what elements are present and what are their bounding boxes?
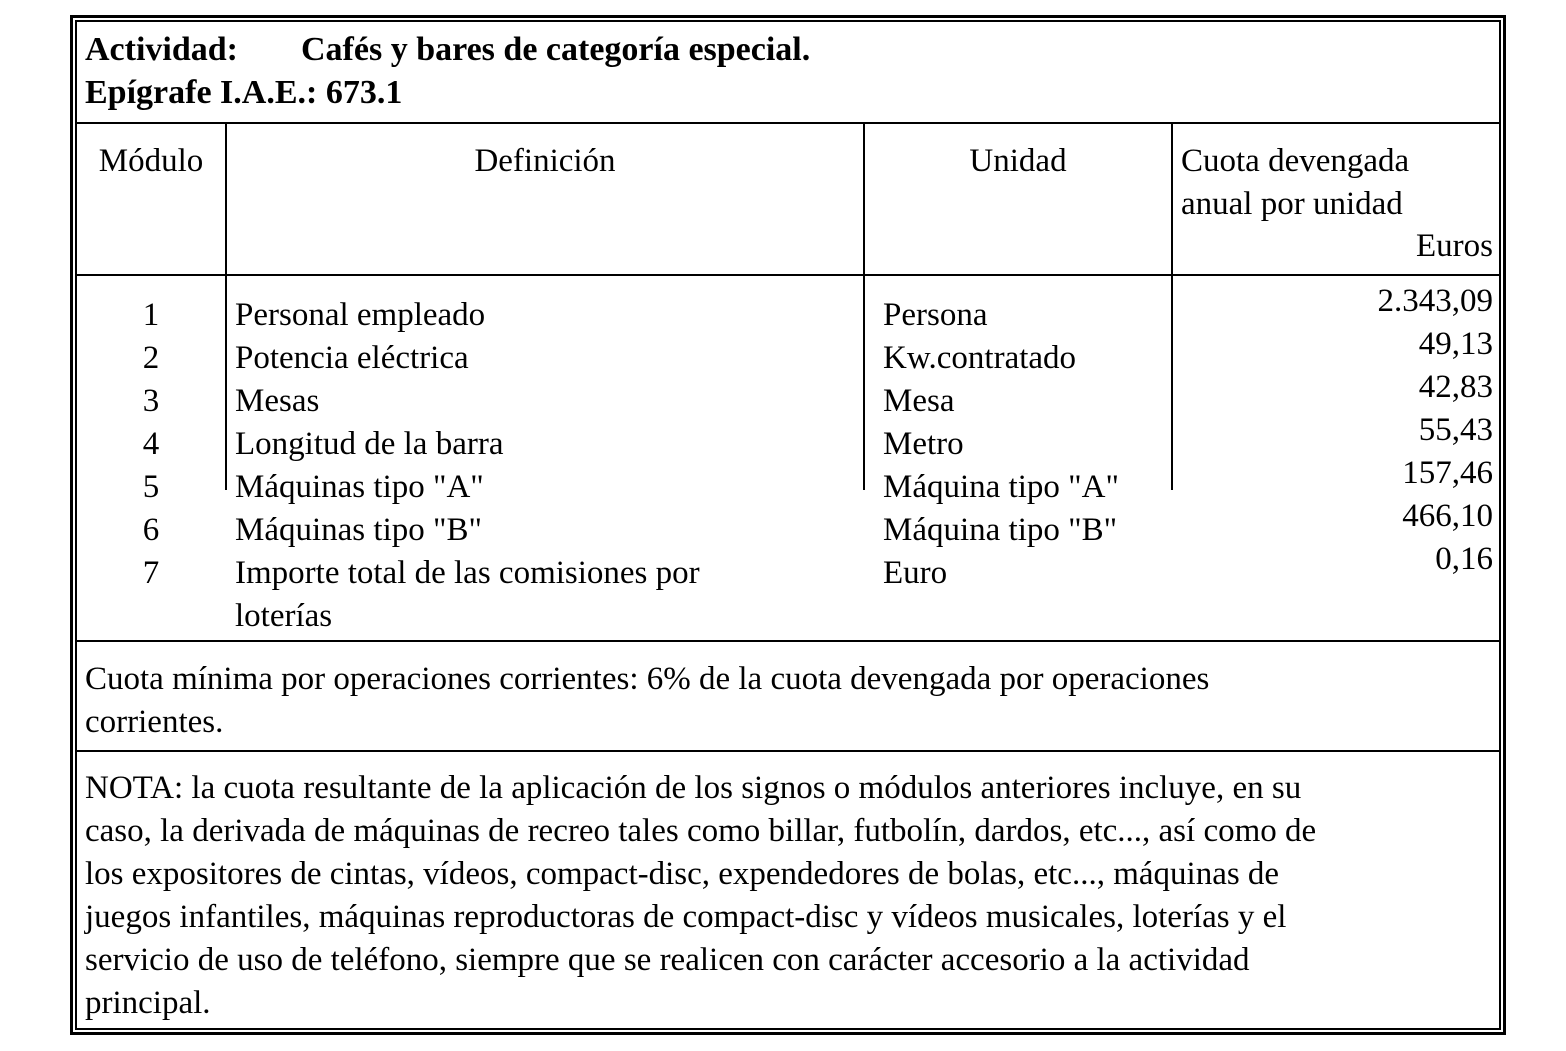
nota-line: servicio de uso de teléfono, siempre que se realicen con carácter accesorio a la actividad [85, 942, 1250, 978]
document-frame [70, 15, 1506, 1035]
row-number: 7 [142, 555, 160, 591]
row-number: 4 [142, 426, 160, 462]
row-definition: Mesas [235, 383, 320, 419]
cuota-minima-line: Cuota mínima por operaciones corrientes: 6% de la cuota devengada por operaciones [85, 661, 1210, 697]
nota-line: caso, la derivada de máquinas de recreo tales como billar, futbolín, dardos, etc..., así como de [85, 813, 1317, 849]
row-definition: Personal empleado [235, 297, 486, 333]
row-unit: Máquina tipo "A" [883, 469, 1119, 505]
row-unit: Euro [883, 555, 948, 591]
nota-line: los expositores de cintas, vídeos, compact-disc, expendedores de bolas, etc..., máquinas de [85, 856, 1280, 892]
row-definition-continued: loterías [235, 598, 333, 634]
document-table [75, 20, 1501, 1030]
row-value: 157,46 [1402, 455, 1493, 491]
row-unit: Metro [883, 426, 964, 462]
row-unit: Mesa [883, 383, 955, 419]
section-divider [77, 640, 1499, 642]
row-definition: Importe total de las comisiones por [235, 555, 700, 591]
row-value: 0,16 [1435, 541, 1493, 577]
row-value: 49,13 [1418, 326, 1493, 362]
column-header-cuota-line3: Euros [1416, 228, 1493, 264]
activity-header [77, 22, 1499, 124]
column-header-cuota-line2: anual por unidad [1181, 186, 1403, 222]
cuota-minima-text [77, 658, 1499, 744]
row-number: 5 [142, 469, 160, 505]
modules-grid [77, 124, 1499, 634]
nota-text [77, 767, 1499, 1025]
activity-value: Cafés y bares de categoría especial. [301, 31, 811, 68]
row-definition: Potencia eléctrica [235, 340, 469, 376]
epigrafe-line: Epígrafe I.A.E.: 673.1 [85, 74, 403, 111]
column-header-cuota-line1: Cuota devengada [1181, 143, 1410, 179]
column-header-definicion: Definición [474, 143, 616, 179]
row-value: 466,10 [1402, 498, 1493, 534]
row-unit: Persona [883, 297, 988, 333]
row-value: 42,83 [1418, 369, 1493, 405]
section-divider [77, 750, 1499, 752]
row-definition: Longitud de la barra [235, 426, 504, 462]
nota-line: principal. [85, 985, 211, 1021]
header-row-divider [77, 274, 1499, 276]
row-definition: Máquinas tipo "A" [235, 469, 484, 505]
row-number: 1 [142, 297, 160, 333]
row-unit: Kw.contratado [883, 340, 1077, 376]
column-header-modulo: Módulo [98, 143, 204, 179]
row-number: 2 [142, 340, 160, 376]
row-number: 6 [142, 512, 160, 548]
activity-line [85, 28, 1499, 71]
column-header-unidad: Unidad [969, 143, 1067, 179]
row-value: 2.343,09 [1377, 283, 1493, 319]
cuota-minima-line: corrientes. [85, 704, 224, 740]
nota-line: juegos infantiles, máquinas reproductoras de compact-disc y vídeos musicales, loterías y el [85, 899, 1287, 935]
row-number: 3 [142, 383, 160, 419]
row-unit: Máquina tipo "B" [883, 512, 1118, 548]
row-value: 55,43 [1418, 412, 1493, 448]
row-definition: Máquinas tipo "B" [235, 512, 482, 548]
nota-line: NOTA: la cuota resultante de la aplicación de los signos o módulos anteriores incluye, en su [85, 770, 1302, 806]
activity-label: Actividad: [85, 31, 238, 68]
